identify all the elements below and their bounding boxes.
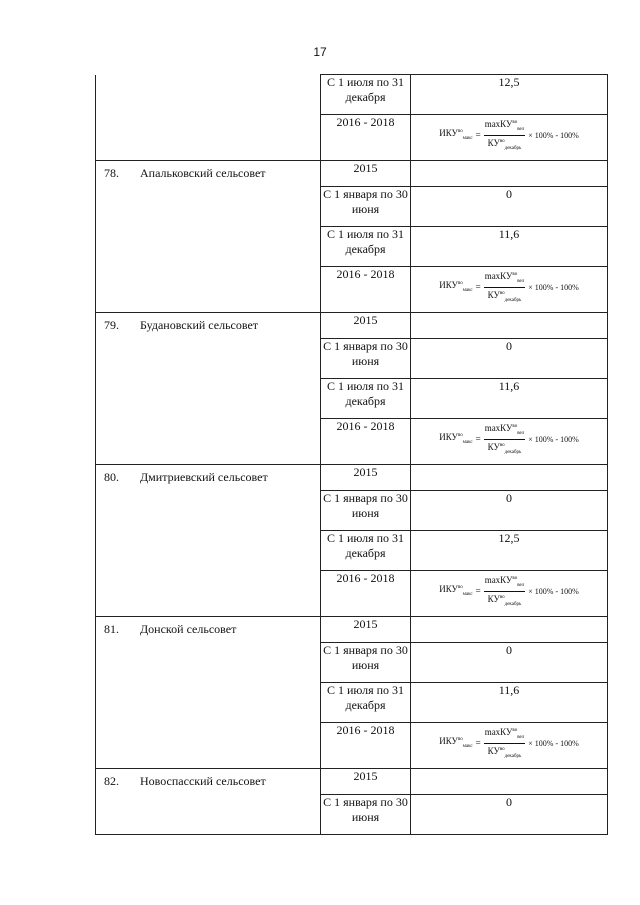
formula: $ИКУ^{во}_{макс}$ = $\frac{\max КУ^{во}_{вел}}{КУ^{во}_{декабрь}}$ × 100% - 100%	[439, 727, 579, 759]
settlement-number: 81.	[104, 622, 119, 636]
table-row	[96, 75, 608, 115]
period-cell: 2016 - 2018	[321, 267, 411, 313]
value-cell	[411, 161, 608, 187]
table-row	[96, 465, 608, 491]
page-number: 17	[313, 45, 327, 59]
settlement-name: Будановский сельсовет	[140, 318, 259, 332]
table-row	[96, 769, 608, 795]
formula: $ИКУ^{во}_{макс}$ = $\frac{\max КУ^{во}_{вел}}{КУ^{во}_{декабрь}}$ × 100% - 100%	[439, 575, 579, 607]
settlement-number: 78.	[104, 166, 119, 180]
period-cell: С 1 июля по 31 декабря	[321, 683, 411, 723]
value-cell	[411, 313, 608, 339]
period-cell: 2016 - 2018	[321, 419, 411, 465]
period-cell: 2016 - 2018	[321, 723, 411, 769]
period-cell: С 1 июля по 31 декабря	[321, 379, 411, 419]
period-cell: 2015	[321, 465, 411, 491]
settlement-name: Апальковский сельсовет	[140, 166, 266, 180]
period-cell: 2016 - 2018	[321, 571, 411, 617]
formula-cell	[411, 419, 608, 465]
formula: $ИКУ^{во}_{макс}$ = $\frac{\max КУ^{во}_{вел}}{КУ^{во}_{декабрь}}$ × 100% - 100%	[439, 423, 579, 455]
value-cell: 12,5	[411, 531, 608, 571]
settlement-number: 80.	[104, 470, 119, 484]
formula-cell	[411, 115, 608, 161]
period-cell: С 1 января по 30 июня	[321, 187, 411, 227]
value-cell: 0	[411, 187, 608, 227]
period-cell: С 1 января по 30 июня	[321, 795, 411, 835]
settlement-cell-continued	[96, 75, 321, 161]
value-cell: 0	[411, 643, 608, 683]
period-cell: С 1 января по 30 июня	[321, 643, 411, 683]
period-cell: 2015	[321, 769, 411, 795]
formula: $ИКУ^{во}_{макс}$ = $\frac{\max КУ^{во}_{вел}}{КУ^{во}_{декабрь}}$ × 100% - 100%	[439, 271, 579, 303]
period-cell: 2015	[321, 617, 411, 643]
value-cell: 11,6	[411, 683, 608, 723]
settlement-name: Дмитриевский сельсовет	[140, 470, 268, 484]
table-row	[96, 313, 608, 339]
settlement-number: 82.	[104, 774, 119, 788]
settlement-cell	[96, 465, 321, 617]
period-cell: 2016 - 2018	[321, 115, 411, 161]
value-cell: 0	[411, 491, 608, 531]
value-cell: 11,6	[411, 379, 608, 419]
settlement-cell	[96, 161, 321, 313]
value-cell: 0	[411, 795, 608, 835]
formula-cell	[411, 571, 608, 617]
settlement-name: Новоспасский сельсовет	[140, 774, 266, 788]
formula: $ИКУ^{во}_{макс}$ = $\frac{\max КУ^{во}_{вел}}{КУ^{во}_{декабрь}}$ × 100% - 100%	[439, 119, 579, 151]
value-cell: 12,5	[411, 75, 608, 115]
settlement-cell	[96, 617, 321, 769]
formula-cell	[411, 723, 608, 769]
formula-cell	[411, 267, 608, 313]
table-row	[96, 617, 608, 643]
period-cell: С 1 января по 30 июня	[321, 491, 411, 531]
tariff-table	[95, 74, 608, 835]
value-cell	[411, 769, 608, 795]
table-row	[96, 161, 608, 187]
value-cell	[411, 465, 608, 491]
settlement-number: 79.	[104, 318, 119, 332]
settlement-name: Донской сельсовет	[140, 622, 237, 636]
period-cell: 2015	[321, 161, 411, 187]
settlement-cell	[96, 313, 321, 465]
value-cell: 11,6	[411, 227, 608, 267]
period-cell: С 1 января по 30 июня	[321, 339, 411, 379]
value-cell: 0	[411, 339, 608, 379]
period-cell: С 1 июля по 31 декабря	[321, 531, 411, 571]
settlement-cell	[96, 769, 321, 835]
period-cell: С 1 июля по 31 декабря	[321, 227, 411, 267]
period-cell: С 1 июля по 31 декабря	[321, 75, 411, 115]
value-cell	[411, 617, 608, 643]
period-cell: 2015	[321, 313, 411, 339]
